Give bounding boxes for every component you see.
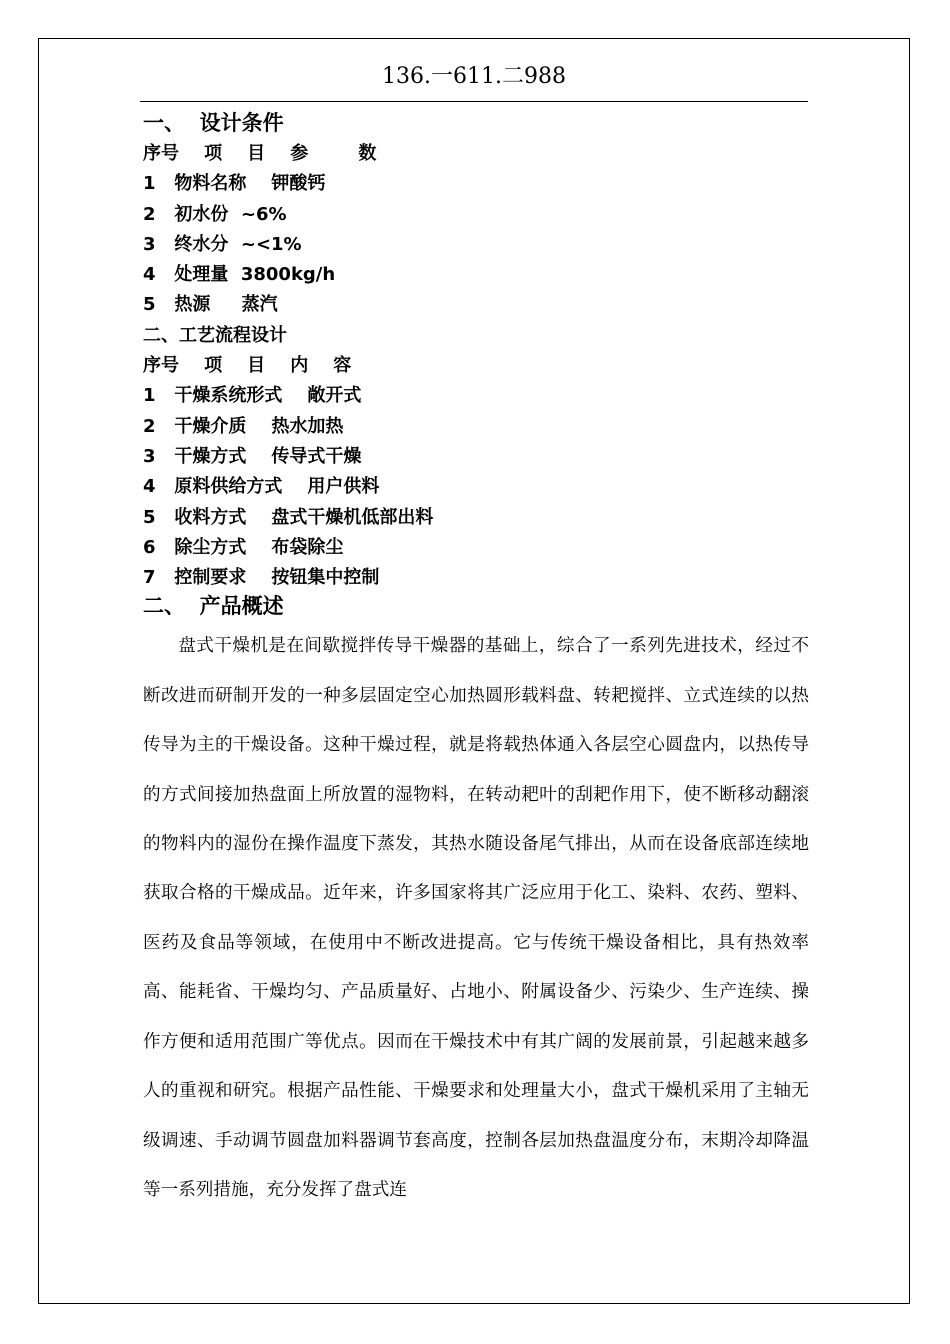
list-item: 2 干燥介质 热水加热 bbox=[143, 415, 344, 437]
list-item: 1 干燥系统形式 敞开式 bbox=[143, 385, 362, 407]
list-item: 2 初水份 ~6% bbox=[143, 203, 287, 225]
header-divider bbox=[140, 101, 808, 102]
section-heading-design-conditions: 一、 设计条件 bbox=[143, 111, 284, 135]
list-item: 3 干燥方式 传导式干燥 bbox=[143, 445, 362, 467]
list-item: 3 终水分 ~<1% bbox=[143, 233, 302, 255]
list-item: 5 热源 蒸汽 bbox=[143, 294, 278, 316]
list-item: 1 物料名称 钾酸钙 bbox=[143, 173, 326, 195]
table-header: 序号 项 目 内 容 bbox=[143, 355, 352, 377]
list-item: 5 收料方式 盘式干燥机低部出料 bbox=[143, 506, 434, 528]
list-item: 4 原料供给方式 用户供料 bbox=[143, 476, 380, 498]
overview-paragraph: 盘式干燥机是在间歇搅拌传导干燥器的基础上，综合了一系列先进技术，经过不断改进而研制开发的一种多层固定空心加热圆形载料盘、转耙搅拌、立式连续的以热传导为主的干燥设备。这种干燥过程，就是将载热体通入各层空心圆盘内，以热传导的方式间接加热盘面上所放置的湿物料，在转动耙叶的刮耙作用下，使不断移动翻滚的物料内的湿份在操作温度下蒸发，其热水随设备尾气排出，从而在设备底部连续地获取合格的干燥成品。近年来，许多国家将其广泛应用于化工、染料、农药、塑料、医药及食品等领域，在使用中不断改进提高。它与传统干燥设备相比，具有热效率高、能耗省、干燥均匀、产品质量好、占地小、附属设备少、污染少、生产连续、操作方便和适用范围广等优点。因而在干燥技术中有其广阔的发展前景，引起越来越多人的重视和研究。根据产品性能、干燥要求和处理量大小，盘式干燥机采用了主轴无级调速、手动调节圆盘加料器调节套高度，控制各层加热盘温度分布，末期冷却降温等一系列措施，充分发挥了盘式连 bbox=[143, 636, 809, 1200]
list-item: 6 除尘方式 布袋除尘 bbox=[143, 536, 344, 558]
header-phone: 136.一611.二988 bbox=[382, 64, 566, 89]
table-header: 序号 项 目 参 数 bbox=[143, 143, 377, 164]
list-item: 7 控制要求 按钮集中控制 bbox=[143, 567, 380, 589]
document-body bbox=[143, 107, 811, 1215]
section-heading-process-design: 二、工艺流程设计 bbox=[143, 324, 287, 346]
list-item: 4 处理量 3800kg/h bbox=[143, 264, 336, 286]
section-heading-product-overview: 二、 产品概述 bbox=[143, 594, 284, 619]
